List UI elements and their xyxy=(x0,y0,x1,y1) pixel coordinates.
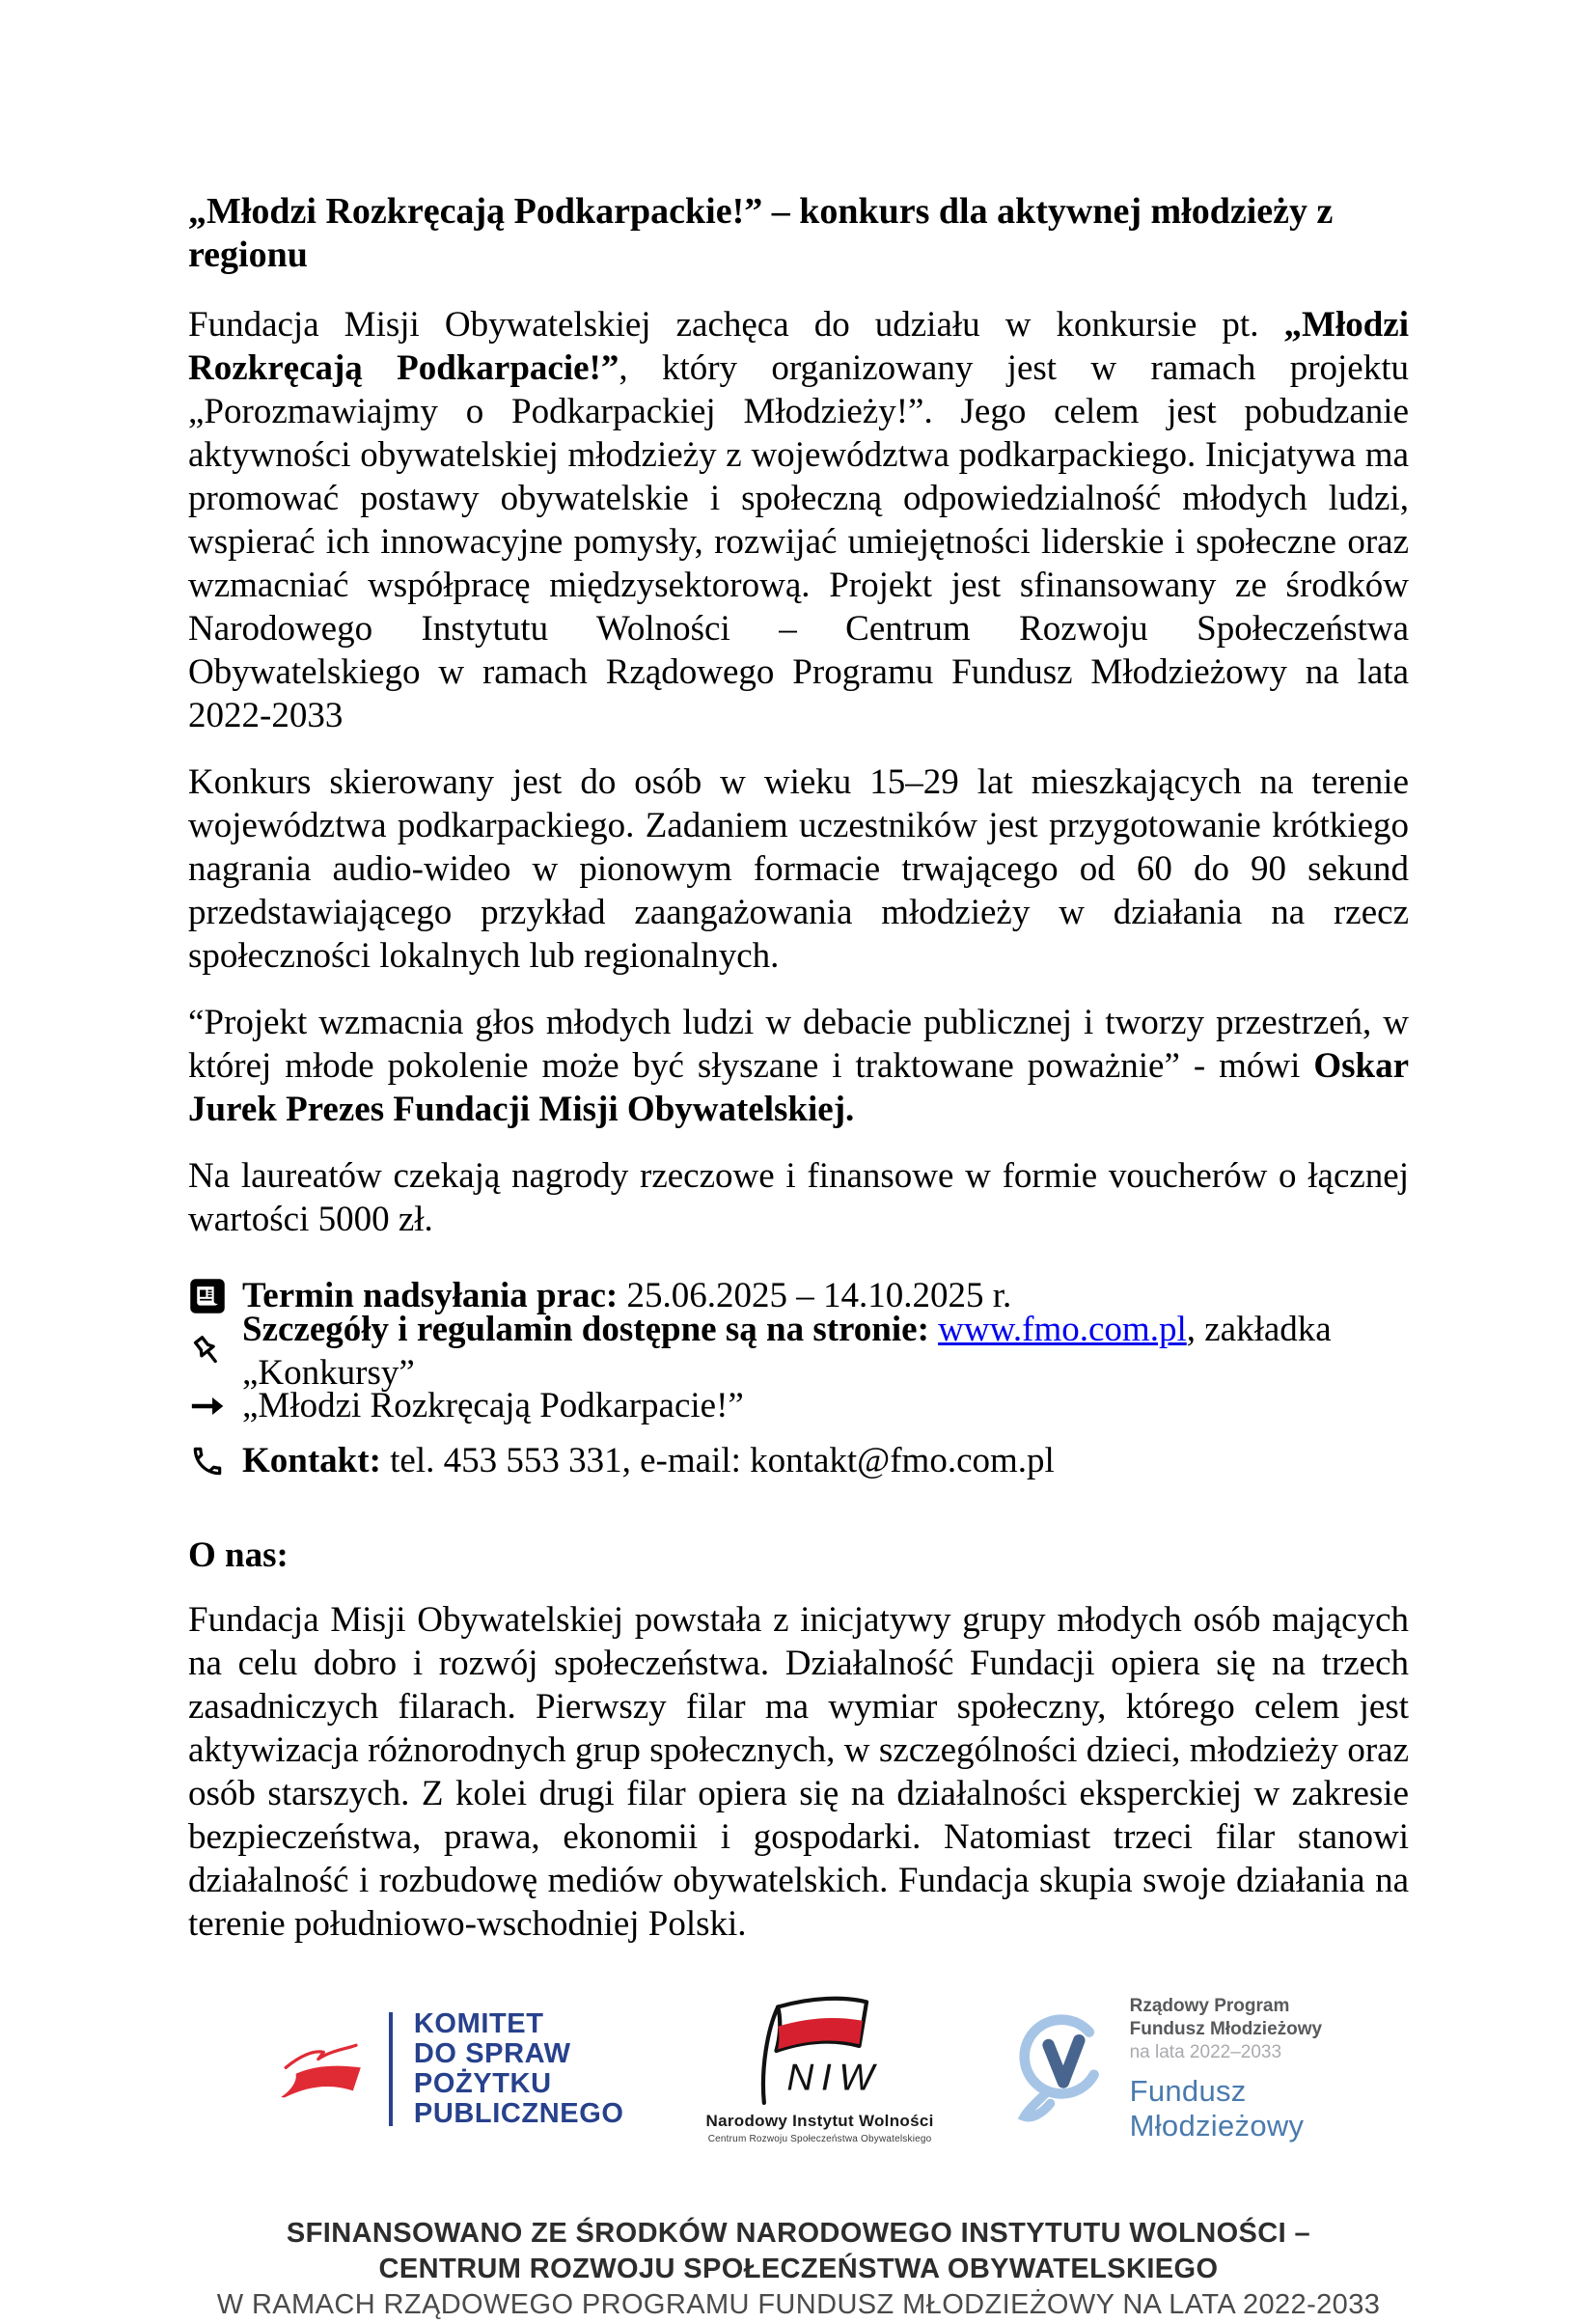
fundusz-title-line1: Fundusz xyxy=(1129,2074,1247,2108)
fundusz-logo xyxy=(1016,1995,1323,2143)
fundusz-program-line1: Rządowy Program xyxy=(1129,1996,1290,2016)
deadline-label: Termin nadsyłania prac: xyxy=(242,1276,619,1315)
logos-row xyxy=(188,1994,1409,2144)
intro-contest-name: „Młodzi Rozkręcają Podkarpacie!” xyxy=(188,305,1409,388)
niw-flag-icon xyxy=(744,1994,896,2108)
komitet-text xyxy=(414,2009,624,2129)
polish-flag-swoosh-icon xyxy=(275,2035,368,2103)
info-list xyxy=(188,1268,1409,1488)
about-heading: O nas: xyxy=(188,1535,289,1575)
fundusz-years: na lata 2022–2033 xyxy=(1129,2042,1282,2062)
contest-paragraph: Konkurs skierowany jest do osób w wieku 15–29 lat mieszkających na terenie województwa podkarpackiego. Zadaniem uczestników jest przygotowanie krótkiego nagrania audio-wideo w pionowym formacie trwającego od 60 do 90 sekund przedstawiającego przykład zaangażowania młodzieży w działania na rzecz społeczności lokalnych lub regionalnych. xyxy=(188,762,1409,976)
komitet-line: POŻYTKU xyxy=(413,2068,552,2099)
niw-name: Narodowy Instytut Wolności xyxy=(705,2112,934,2130)
page-title: „Młodzi Rozkręcają Podkarpackie!” – konkurs dla aktywnej młodzieży z regionu xyxy=(188,191,1334,275)
about-paragraph: Fundacja Misji Obywatelskiej powstała z inicjatywy grupy młodych osób mających na celu dobro i rozwój społeczeństwa. Działalność Fundacji opiera się na trzech zasadniczych filarach. Pierwszy filar ma wymiar społeczny, którego celem jest aktywizacja różnorodnych grup społecznych, w szczególności dzieci, młodzieży oraz osób starszych. Z kolei drugi filar opiera się na działalności eksperckiej w zakresie bezpieczeństwa, prawa, ekonomii i gospodarki. Natomiast trzeci filar stanowi działalność i rozbudowę mediów obywatelskich. Fundacja skupia swoje działania na terenie południowo-wschodniej Polski. xyxy=(188,1600,1409,1944)
komitet-logo xyxy=(275,2009,624,2129)
details-after: , zakładka „Konkursy” xyxy=(242,1309,1332,1393)
footer-line-1: SFINANSOWANO ZE ŚRODKÓW NARODOWEGO INSTYTUTU WOLNOŚCI – xyxy=(286,2218,1311,2249)
contact-label: Kontakt: xyxy=(242,1441,381,1480)
footer-line-3: W RAMACH RZĄDOWEGO PROGRAMU FUNDUSZ MŁODZIEŻOWY NA LATA 2022-2033 xyxy=(216,2289,1381,2320)
details-text xyxy=(242,1308,1409,1395)
niw-logo xyxy=(706,1994,934,2144)
funding-footer xyxy=(188,2216,1409,2323)
intro-text-pre: Fundacja Misji Obywatelskiej zachęca do udziału w konkursie pt. xyxy=(188,305,1284,345)
komitet-divider xyxy=(389,2012,393,2126)
pushpin-icon xyxy=(188,1332,227,1370)
fundusz-check-icon xyxy=(1016,2013,1109,2125)
footer-line-2: CENTRUM ROZWOJU SPOŁECZEŃSTWA OBYWATELSKIEGO xyxy=(378,2254,1219,2284)
prizes-paragraph: Na laureatów czekają nagrody rzeczowe i finansowe w formie voucherów o łącznej wartości 5000 zł. xyxy=(188,1156,1409,1239)
quote-text: “Projekt wzmacnia głos młodych ludzi w debacie publicznej i tworzy przestrzeń, w której młode pokolenie może być słyszane i traktowane poważnie” - mówi xyxy=(188,1003,1409,1086)
intro-paragraph xyxy=(188,303,1409,737)
contact-row xyxy=(188,1433,1409,1488)
komitet-line: PUBLICZNEGO xyxy=(413,2098,624,2129)
quote-paragraph xyxy=(188,1001,1409,1131)
details-label: Szczegóły i regulamin dostępne są na stronie: xyxy=(242,1309,939,1349)
niw-subtitle: Centrum Rozwoju Społeczeństwa Obywatelskiego xyxy=(707,2134,932,2144)
komitet-line: DO SPRAW xyxy=(413,2038,571,2069)
deadline-value: 25.06.2025 – 14.10.2025 r. xyxy=(618,1276,1012,1315)
komitet-line: KOMITET xyxy=(413,2008,544,2039)
contact-value: tel. 453 553 331, e-mail: kontakt@fmo.com.pl xyxy=(380,1441,1055,1480)
website-link[interactable]: www.fmo.com.pl xyxy=(938,1309,1187,1349)
intro-text-post: , który organizowany jest w ramach projektu „Porozmawiajmy o Podkarpackiej Młodzieży!”. Jego celem jest pobudzanie aktywności obywatelskiej młodzieży z województwa podkarpackiego. Inicjatywa ma promować postawy obywatelskie i społeczną odpowiedzialność młodych ludzi, wspierać ich innowacyjne pomysły, rozwijać umiejętności liderskie i społeczne oraz wzmacniać współpracę międzysektorową. Projekt jest sfinansowany ze środków Narodowego Instytutu Wolności – Centrum Rozwoju Społeczeństwa Obywatelskiego w ramach Rządowego Programu Fundusz Młodzieżowy na lata 2022-2033 xyxy=(188,348,1409,735)
contact-text xyxy=(242,1439,1055,1482)
fundusz-text xyxy=(1130,1995,1323,2143)
fundusz-program-line2: Fundusz Młodzieżowy xyxy=(1129,2019,1323,2039)
details-row xyxy=(188,1309,1409,1393)
newspaper-icon xyxy=(188,1277,227,1315)
arrow-right-icon xyxy=(188,1387,227,1425)
niw-abbr: NIW xyxy=(786,2057,882,2099)
fundusz-title-line2: Młodzieżowy xyxy=(1129,2109,1305,2143)
contest-name-text: „Młodzi Rozkręcają Podkarpacie!” xyxy=(242,1386,744,1425)
phone-icon xyxy=(188,1442,227,1480)
quote-attribution: Oskar Jurek Prezes Fundacji Misji Obywatelskiej. xyxy=(188,1046,1409,1129)
